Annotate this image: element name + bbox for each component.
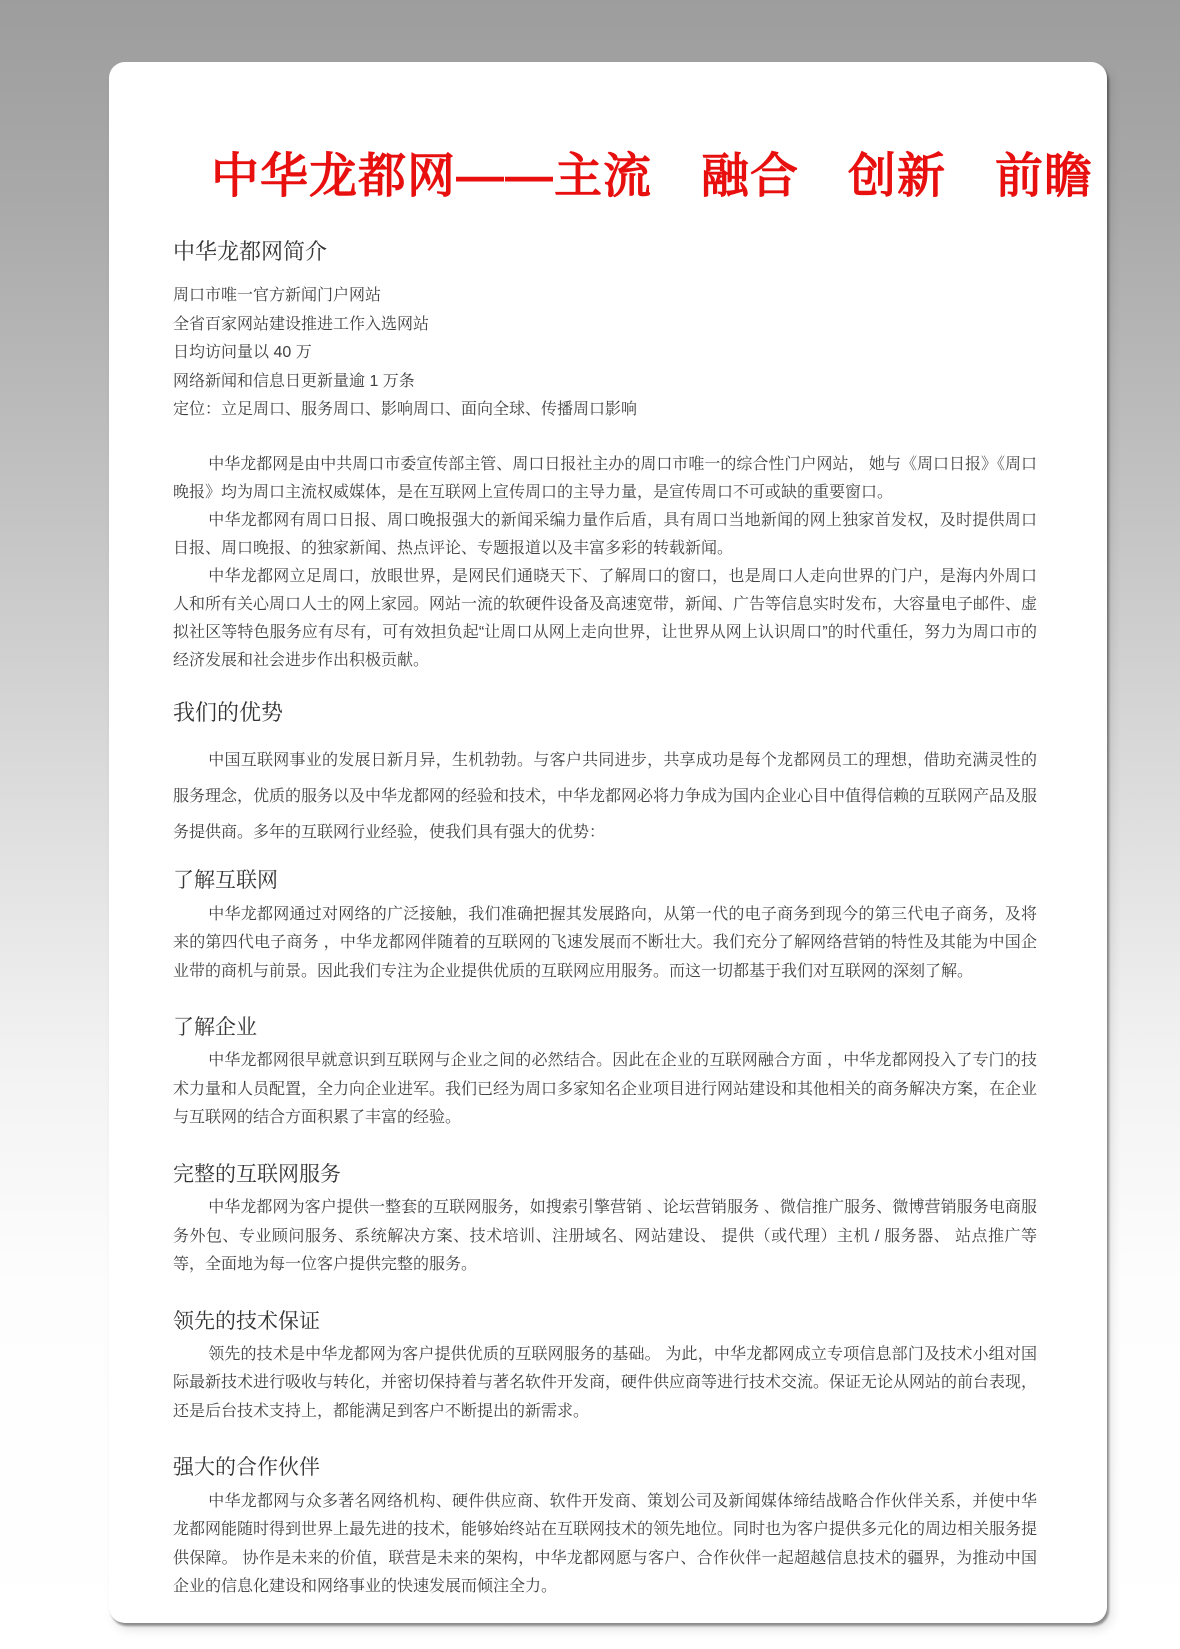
document-page bbox=[109, 62, 1107, 1623]
section-intro bbox=[173, 238, 1037, 675]
intro-facts-list bbox=[173, 282, 1037, 425]
section-complete-service bbox=[173, 1161, 1037, 1280]
section-advantages bbox=[173, 699, 1037, 852]
intro-paragraph: 中华龙都网是由中共周口市委宣传部主管、周口日报社主办的周口市唯一的综合性门户网站， 她与《周口日报》《周口晚报》均为周口主流权威媒体，是在互联网上宣传周口的主导力量，是宣传周口不可或缺的重要窗口。 bbox=[173, 455, 1037, 501]
intro-fact: 周口市唯一官方新闻门户网站 bbox=[173, 287, 382, 305]
intro-fact: 定位：立足周口、服务周口、影响周口、面向全球、传播周口影响 bbox=[173, 401, 638, 419]
section-tech-guarantee bbox=[173, 1308, 1037, 1427]
intro-paragraph: 中华龙都网有周口日报、周口晚报强大的新闻采编力量作后盾，具有周口当地新闻的网上独家首发权，及时提供周口日报、周口晚报、的独家新闻、热点评论、专题报道以及丰富多彩的转载新闻。 bbox=[173, 511, 1037, 557]
sub-heading: 了解企业 bbox=[173, 1016, 257, 1040]
sub-paragraph: 中华龙都网很早就意识到互联网与企业之间的必然结合。因此在企业的互联网融合方面 ，中华龙都网投入了专门的技术力量和人员配置，全力向企业进军。我们已经为周口多家知名企业项目进行网站建设和其他相关的商务解决方案，在企业与互联网的结合方面积累了丰富的经验。 bbox=[173, 1052, 1038, 1127]
intro-paragraphs bbox=[173, 451, 1037, 675]
advantages-paragraph: 中国互联网事业的发展日新月异，生机勃勃。与客户共同进步，共享成功是每个龙都网员工的理想，借助充满灵性的服务理念，优质的服务以及中华龙都网的经验和技术，中华龙都网必将力争成为国内企业心目中值得信赖的互联网产品及服务提供商。多年的互联网行业经验，使我们具有强大的优势： bbox=[173, 752, 1038, 842]
intro-heading: 中华龙都网简介 bbox=[173, 238, 328, 264]
sub-paragraph: 中华龙都网通过对网络的广泛接触，我们准确把握其发展路向，从第一代的电子商务到现今的第三代电子商务，及将来的第四代电子商务 ，中华龙都网伴随着的互联网的飞速发展而不断壮大。我们充分了解网络营销的特性及其能为中国企业带的商机与前景。因此我们专注为企业提供优质的互联网应用服务。而这一切都基于我们对互联网的深刻了解。 bbox=[173, 905, 1037, 980]
intro-paragraph: 中华龙都网立足周口，放眼世界，是网民们通晓天下、了解周口的窗口，也是周口人走向世界的门户，是海内外周口人和所有关心周口人士的网上家园。网站一流的软硬件设备及高速宽带，新闻、广告等信息实时发布，大容量电子邮件、虚拟社区等特色服务应有尽有，可有效担负起“让周口从网上走向世界，让世界从网上认识周口”的时代重任，努力为周口市的经济发展和社会进步作出积极贡献。 bbox=[173, 567, 1038, 669]
sub-heading: 完整的互联网服务 bbox=[173, 1162, 341, 1186]
intro-fact: 网络新闻和信息日更新量逾 1 万条 bbox=[173, 372, 415, 390]
sub-heading: 了解互联网 bbox=[173, 869, 278, 893]
section-strong-partners bbox=[173, 1454, 1037, 1601]
page-content bbox=[109, 62, 1107, 1602]
sub-heading: 强大的合作伙伴 bbox=[173, 1456, 320, 1480]
section-know-enterprise bbox=[173, 1014, 1037, 1133]
document-title: 中华龙都网——主流 融合 创新 前瞻 bbox=[211, 150, 1094, 203]
sub-paragraph: 中华龙都网与众多著名网络机构、硬件供应商、软件开发商、策划公司及新闻媒体缔结战略合作伙伴关系，并使中华龙都网能随时得到世界上最先进的技术，能够始终站在互联网技术的领先地位。同时也为客户提供多元化的周边相关服务提供保障。 协作是未来的价值，联营是未来的架构，中华龙都网愿与客户、合作伙伴一起超越信息技术的疆界，为推动中国企业的信息化建设和网络事业的快速发展而倾注全力。 bbox=[173, 1492, 1038, 1596]
intro-fact: 日均访问量以 40 万 bbox=[173, 344, 312, 362]
advantages-heading: 我们的优势 bbox=[173, 699, 284, 725]
sub-heading: 领先的技术保证 bbox=[173, 1309, 320, 1333]
intro-fact: 全省百家网站建设推进工作入选网站 bbox=[173, 315, 430, 333]
sub-paragraph: 领先的技术是中华龙都网为客户提供优质的互联网服务的基础。 为此，中华龙都网成立专项信息部门及技术小组对国际最新技术进行吸收与转化，并密切保持着与著名软件开发商，硬件供应商等进行技术交流。保证无论从网站的前台表现，还是后台技术支持上，都能满足到客户不断提出的新需求。 bbox=[173, 1345, 1038, 1420]
sub-paragraph: 中华龙都网为客户提供一整套的互联网服务，如搜索引擎营销 、论坛营销服务 、微信推广服务、微博营销服务电商服务外包、专业顾问服务、系统解决方案、技术培训、注册域名、网站建设、 提供（或代理）主机 / 服务器、 站点推广等等，全面地为每一位客户提供完整的服务。 bbox=[173, 1199, 1037, 1274]
section-know-internet bbox=[173, 867, 1037, 986]
